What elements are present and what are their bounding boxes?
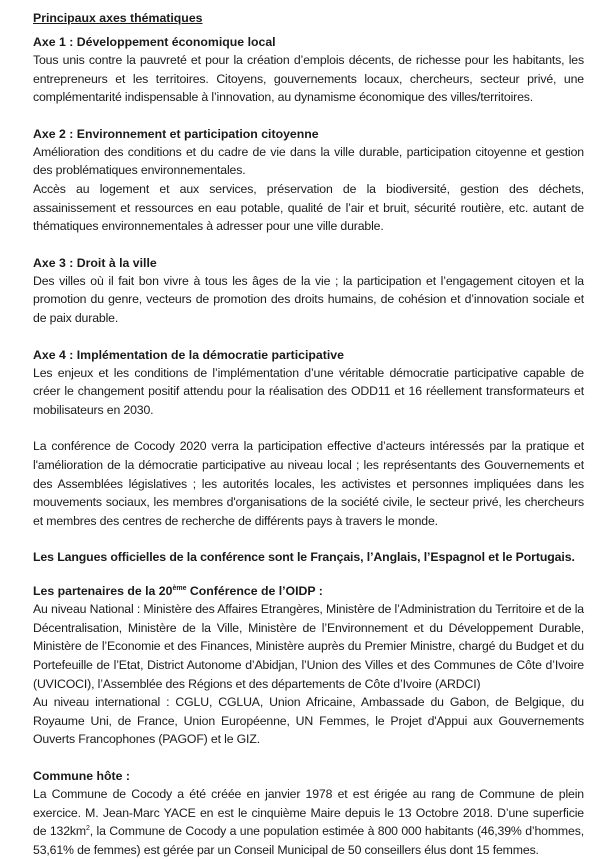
axe-4-section <box>33 346 584 420</box>
partners-heading <box>33 582 584 600</box>
host-text-after: , la Commune de Cocody a une population estimée à 800 000 habitants (46,39% d’hommes, 53,61% de femmes) est gérée par un Conseil Municipal de 50 conseillers élus dont 15 femmes. <box>33 824 584 857</box>
axe-1-section <box>33 33 584 107</box>
axe-3-section <box>33 254 584 328</box>
host-section <box>33 767 584 859</box>
partners-heading-after: Conférence de l’OIDP : <box>186 584 323 599</box>
conference-section <box>33 437 584 530</box>
partners-heading-sup: ème <box>172 585 187 593</box>
host-text-before: La Commune de Cocody a été créée en janvier 1978 et est érigée au rang de Commune de plein exercice. M. Jean-Marc YACE en est le cinquième Maire depuis le 13 Octobre 2018. D’une superficie de 132km <box>33 787 584 839</box>
document-title: Principaux axes thématiques <box>33 11 203 25</box>
axe-1-paragraph: Tous unis contre la pauvreté et pour la création d’emplois décents, de richesse pour les habitants, les entrepreneurs et les territoires. Citoyens, gouvernements locaux, chercheurs, secteur privé, une complémentarité indispensable à l’innovation, au dynamisme économique des villes/territoires. <box>33 53 584 105</box>
official-languages-line: Les Langues officielles de la conférence sont le Français, l’Anglais, l’Espagnol et le Portugais. <box>33 550 575 565</box>
partners-international: Au niveau international : CGLU, CGLUA, Union Africaine, Ambassade du Gabon, de Belgique, du Royaume Uni, de France, Union Européenne, UN Femmes, le Projet d'Appui aux Gouvernements Ouverts Francophones (PAGOF) et le GIZ. <box>33 695 584 747</box>
host-heading: Commune hôte : <box>33 769 131 784</box>
axe-4-paragraph: Les enjeux et les conditions de l’implémentation d’une véritable démocratie participative capable de créer le changement positif attendu pour la réalisation des ODD11 et 16 réellement transformateurs et mobilisateurs en 2030. <box>33 365 584 417</box>
axe-2-section <box>33 125 584 236</box>
axe-2-heading: Axe 2 : Environnement et participation citoyenne <box>33 126 319 141</box>
axe-2-paragraph-2: Accès au logement et aux services, préservation de la biodiversité, gestion des déchets, assainissement et ressources en eau potable, qualité de l’air et bruit, sécurité routière, etc. autant de thématiques environnementales à adresser pour une ville durable. <box>33 181 584 234</box>
axe-3-heading: Axe 3 : Droit à la ville <box>33 255 157 270</box>
axe-4-heading: Axe 4 : Implémentation de la démocratie participative <box>33 347 344 362</box>
axe-2-paragraph-1: Amélioration des conditions et du cadre de vie dans la ville durable, participation citoyenne et gestion des problématiques environnementales. <box>33 144 584 178</box>
conference-paragraph: La conférence de Cocody 2020 verra la participation effective d’acteurs intéressés par la pratique et l'amélioration de la démocratie participative au niveau local ; les représentants des Gouvernements et des Assemblées législatives ; les autorités locales, les activistes et personnes impliquées dans les mouvements sociaux, les membres d'organisations de la société civile, le secteur privé, les chercheurs et membres des centres de recherche de différents pays à travers le monde. <box>33 439 584 528</box>
partners-heading-before: Les partenaires de la 20 <box>33 584 173 599</box>
axe-3-paragraph: Des villes où il fait bon vivre à tous les âges de la vie ; la participation et l’engagement citoyen et la promotion du genre, vecteurs de promotion des droits humains, de cohésion et d’innovation sociale et de paix durable. <box>33 273 584 325</box>
axe-1-heading: Axe 1 : Développement économique local <box>33 35 276 49</box>
host-text-sup: 2 <box>86 825 90 833</box>
partners-section <box>33 582 584 749</box>
partners-national: Au niveau National : Ministère des Affaires Etrangères, Ministère de l’Administration du Territoire et de la Décentralisation, Ministère de la Ville, Ministère de l’Environnement et du Développement Durable, Ministère de l’Economie et des Finances, Ministère auprès du Premier Ministre, chargé du Budget et du Portefeuille de l’Etat, District Autonome d’Abidjan, l’Union des Villes et des Communes de Côte d’Ivoire (UVICOCI), l’Assemblée des Régions et des départements de Côte d’Ivoire (ARDCI) <box>33 602 584 691</box>
host-paragraph <box>33 785 584 859</box>
